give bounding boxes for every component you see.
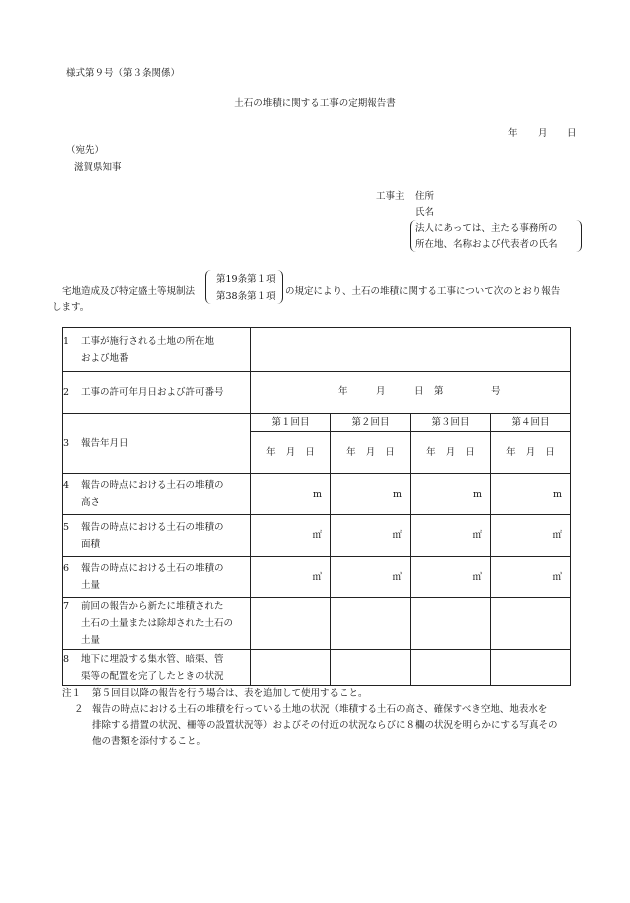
m: 月	[525, 447, 536, 458]
report-date-1[interactable]	[251, 432, 331, 474]
area-2[interactable]: ㎡	[331, 515, 411, 557]
y: 年	[426, 447, 436, 458]
m: 月	[445, 447, 456, 458]
permit-month: 月	[376, 386, 386, 397]
label-line: 工事の許可年月日および許可番号	[81, 387, 224, 398]
date-year: 年	[508, 128, 518, 139]
permit-go: 号	[491, 386, 501, 397]
col-header-1: 第１回目	[251, 414, 331, 432]
row-number: 6	[63, 563, 70, 574]
d: 日	[545, 447, 555, 458]
notes	[62, 686, 582, 750]
label-line: 面積	[81, 538, 101, 550]
note-2	[62, 702, 582, 750]
y: 年	[266, 447, 276, 458]
report-date-4[interactable]	[491, 432, 571, 474]
height-4[interactable]: m	[491, 474, 571, 515]
table-row	[63, 515, 571, 557]
row1-label	[63, 328, 251, 372]
d: 日	[385, 447, 395, 458]
y: 年	[346, 447, 356, 458]
label-line: 渠等の配置を完了したときの状況	[81, 670, 224, 682]
table-row	[63, 474, 571, 515]
row2-label	[63, 372, 251, 414]
permit-year: 年	[338, 386, 348, 397]
table-row	[63, 328, 571, 372]
row-number: 3	[63, 438, 70, 449]
addressee-label: （宛先）	[66, 145, 105, 156]
area-4[interactable]: ㎡	[491, 515, 571, 557]
row3-label	[63, 414, 251, 474]
page-title: 土石の堆積に関する工事の定期報告書	[234, 98, 396, 109]
d: 日	[465, 447, 475, 458]
col-header-4: 第４回目	[491, 414, 571, 432]
col-header-3: 第３回目	[411, 414, 491, 432]
label-line: および地番	[81, 352, 129, 364]
row-number: 2	[63, 387, 70, 398]
row7-label	[63, 598, 251, 650]
note-line: 報告の時点における土石の堆積を行っている土地の状況（堆積する土石の高さ、確保すべき空地、地表水を	[92, 704, 548, 715]
applicant-role: 工事主	[376, 191, 405, 202]
date-month: 月	[538, 128, 548, 139]
permit-dai: 第	[434, 386, 444, 397]
added-volume-4[interactable]	[491, 598, 571, 650]
article-2: 第38条第１項	[216, 291, 276, 302]
row1-value[interactable]	[251, 328, 571, 372]
label-line: 土量	[81, 635, 101, 646]
row-number: 7	[63, 601, 70, 612]
corp-note-line2: 所在地、名称および代表者の氏名	[415, 239, 558, 250]
note-line: 排除する措置の状況、柵等の設置状況等）およびその付近の状況ならびに８欄の状況を明らかにする写真その	[92, 720, 558, 731]
row-number: 1	[63, 335, 70, 347]
col-header-2: 第２回目	[331, 414, 411, 432]
label-line: 高さ	[81, 497, 101, 508]
table-row	[63, 557, 571, 598]
area-1[interactable]: ㎡	[251, 515, 331, 557]
drain-status-1[interactable]	[251, 650, 331, 686]
label-line: 土石の土量または除却された土石の	[81, 618, 234, 629]
volume-1[interactable]: ㎥	[251, 557, 331, 598]
d: 日	[305, 447, 315, 458]
statement-end: します。	[52, 302, 90, 313]
row4-label	[63, 474, 251, 515]
drain-status-2[interactable]	[331, 650, 411, 686]
added-volume-2[interactable]	[331, 598, 411, 650]
table-row	[63, 598, 571, 650]
added-volume-1[interactable]	[251, 598, 331, 650]
label-line: 土量	[81, 580, 101, 591]
form-number: 様式第９号（第３条関係）	[66, 68, 181, 79]
note-text	[92, 702, 582, 750]
table-row	[63, 414, 571, 432]
note-key: ２	[74, 704, 84, 715]
volume-4[interactable]: ㎥	[491, 557, 571, 598]
height-1[interactable]: m	[251, 474, 331, 515]
report-table	[62, 327, 571, 686]
row5-label	[63, 515, 251, 557]
permit-day: 日	[414, 386, 424, 397]
m: 月	[285, 447, 296, 458]
law-name: 宅地造成及び特定盛土等規制法	[62, 286, 196, 297]
label-line: 報告の時点における土石の堆積の	[81, 521, 224, 533]
row6-label	[63, 557, 251, 598]
row-number: 5	[63, 521, 70, 533]
article-1: 第19条第１項	[216, 274, 276, 285]
label-line: 前回の報告から新たに堆積された	[81, 601, 224, 612]
date-day: 日	[567, 128, 577, 139]
row2-value[interactable]	[251, 372, 571, 414]
table-row	[63, 650, 571, 686]
label-line: 報告年月日	[81, 438, 129, 449]
note-1	[62, 686, 582, 702]
address-label: 住所	[415, 191, 435, 202]
label-line: 報告の時点における土石の堆積の	[81, 563, 224, 574]
height-2[interactable]: m	[331, 474, 411, 515]
area-3[interactable]: ㎡	[411, 515, 491, 557]
report-date-3[interactable]	[411, 432, 491, 474]
m: 月	[365, 447, 376, 458]
row-number: 8	[63, 653, 70, 665]
y: 年	[506, 447, 516, 458]
added-volume-3[interactable]	[411, 598, 491, 650]
drain-status-3[interactable]	[411, 650, 491, 686]
corp-note-line1: 法人にあっては、主たる事務所の	[415, 223, 558, 234]
volume-2[interactable]: ㎥	[331, 557, 411, 598]
row8-label	[63, 650, 251, 686]
note-text: 第５回目以降の報告を行う場合は、表を追加して使用すること。	[92, 688, 368, 699]
note-key: 注１	[62, 688, 82, 699]
label-line: 工事が施行される土地の所在地	[81, 335, 215, 347]
statement-rest: の規定により、土石の堆積に関する工事について次のとおり報告	[285, 286, 561, 297]
note-line: 他の書類を添付すること。	[92, 736, 207, 747]
addressee-name: 滋賀県知事	[74, 162, 122, 173]
table-row	[63, 372, 571, 414]
report-date-2[interactable]	[331, 432, 411, 474]
label-line: 地下に埋設する集水管、暗渠、管	[81, 653, 224, 665]
height-3[interactable]: m	[411, 474, 491, 515]
volume-3[interactable]: ㎥	[411, 557, 491, 598]
name-label: 氏名	[415, 207, 435, 218]
label-line: 報告の時点における土石の堆積の	[81, 480, 224, 491]
drain-status-4[interactable]	[491, 650, 571, 686]
row-number: 4	[63, 480, 70, 491]
